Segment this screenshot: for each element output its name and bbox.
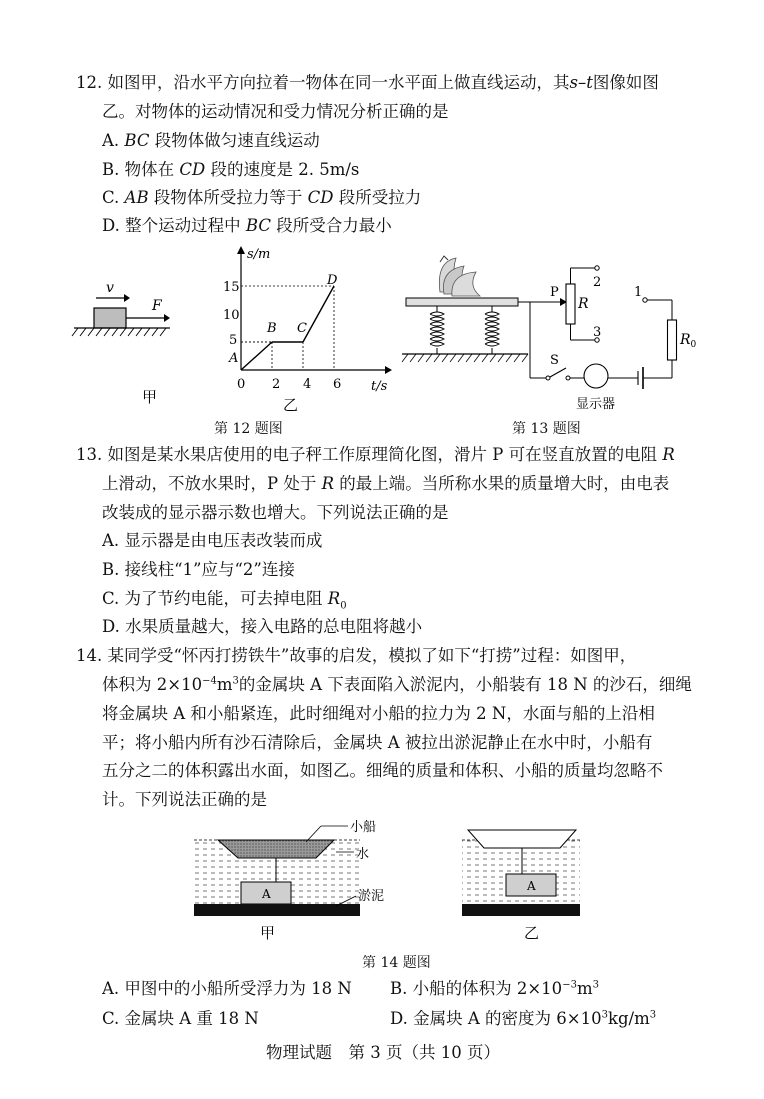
figure-label-yi: 乙 xyxy=(524,924,540,942)
point-label-d: D xyxy=(327,273,338,288)
base-hatch xyxy=(402,354,528,362)
q12-option-d: D. 整个运动过程中 BC 段所受合力最小 xyxy=(102,216,392,235)
x-axis-arrow xyxy=(385,366,392,374)
q14-option-c: C. 金属块 A 重 18 N xyxy=(102,1009,259,1028)
q13-option-a: A. 显示器是由电压表改装而成 xyxy=(102,531,323,550)
figure-label-jia: 甲 xyxy=(142,388,158,406)
block xyxy=(94,308,126,328)
q13-option-b: B. 接线柱“1”应与“2”连接 xyxy=(102,560,295,579)
velocity-label: v xyxy=(106,280,114,296)
terminal-1[interactable] xyxy=(643,298,647,302)
q13-option-d: D. 水果质量越大，接入电路的总电阻将越小 xyxy=(102,617,423,636)
mud-layer xyxy=(462,904,580,916)
q14-option-b: B. 小船的体积为 $2\times 10^{-3}m^3$ xyxy=(390,979,599,998)
y-tick-label: 5 xyxy=(229,333,238,348)
ground-hatch xyxy=(72,328,166,336)
terminal-2-label: 2 xyxy=(593,275,602,290)
banana-icon xyxy=(439,256,480,296)
figure-label-yi: 乙 xyxy=(283,396,299,414)
resistor-r-label: R xyxy=(578,296,589,312)
series-segment xyxy=(303,286,334,342)
q12-option-b: B. 物体在 CD 段的速度是 2. 5m/s xyxy=(102,160,360,179)
figure-label-jia: 甲 xyxy=(260,924,276,942)
terminal-1-label: 1 xyxy=(634,285,643,300)
q13-stem-line3: 改装成的显示器示数也增大。下列说法正确的是 xyxy=(102,503,449,522)
q13-figure xyxy=(400,252,710,414)
q12-option-a: A. BC 段物体做匀速直线运动 xyxy=(102,131,320,150)
slider-p-label: P xyxy=(550,285,559,300)
x-tick-label: 0 xyxy=(237,377,246,392)
resistor-r0-label: $R_0$ xyxy=(680,332,697,350)
x-tick-label: 4 xyxy=(303,377,312,392)
q13-stem-line1: 13. 如图是某水果店使用的电子秤工作原理简化图，滑片 P 可在竖直放置的电阻 R xyxy=(76,445,675,464)
y-axis-label: s/m xyxy=(247,247,271,262)
point-label-a: A xyxy=(229,351,239,366)
q13-caption: 第 13 题图 xyxy=(512,421,581,437)
boat-with-sand xyxy=(218,840,334,858)
page-footer: 物理试题 第 3 页（共 10 页） xyxy=(266,1043,500,1062)
point-label-c: C xyxy=(297,321,307,336)
q14-number: 14. xyxy=(76,646,103,665)
q14-figure-jia xyxy=(186,816,426,944)
q14-stem-line2: 体积为 $2\times 10^{-4}m^3$的金属块 A 下表面陷入淤泥内，小船装有 18 N 的沙石，细绳 xyxy=(102,675,692,694)
block-a-label: A xyxy=(527,879,536,893)
x-tick-label: 6 xyxy=(333,377,342,392)
q14-figure-yi xyxy=(458,826,588,944)
q14-stem-line4: 平；将小船内所有沙石清除后，金属块 A 被拉出淤泥静止在水中时，小船有 xyxy=(102,733,653,752)
resistor-r0 xyxy=(668,320,677,360)
y-tick-label: 10 xyxy=(223,308,240,323)
mud-label: 淤泥 xyxy=(358,889,385,904)
resistor-r xyxy=(566,284,575,324)
switch-s-label: S xyxy=(550,353,559,368)
q12-option-c: C. AB 段物体所受拉力等于 CD 段所受拉力 xyxy=(102,188,422,207)
q14-stem-line5: 五分之二的体积露出水面，如图乙。细绳的质量和体积、小船的质量均忽略不 xyxy=(102,761,663,780)
boat-label: 小船 xyxy=(350,820,377,835)
q12-stem-line2: 乙。对物体的运动情况和受力情况分析正确的是 xyxy=(102,102,449,121)
mud-layer xyxy=(194,904,360,916)
q13-number: 13. xyxy=(76,445,103,464)
q12-st-graph xyxy=(225,244,395,414)
y-tick-label: 15 xyxy=(223,280,240,295)
terminal-2[interactable] xyxy=(595,266,599,270)
water-label: 水 xyxy=(356,847,370,862)
x-axis-label: t/s xyxy=(371,379,388,394)
q13-stem-line2: 上滑动，不放水果时，P 处于 R 的最上端。当所称水果的质量增大时，由电表 xyxy=(102,474,670,493)
y-axis-arrow xyxy=(237,246,245,254)
q12-caption: 第 12 题图 xyxy=(214,421,283,437)
q12-figure-jia xyxy=(70,280,190,410)
display-label: 显示器 xyxy=(576,397,616,412)
q14-stem-line1: 14. 某同学受“怀丙打捞铁牛”故事的启发，模拟了如下“打捞”过程：如图甲， xyxy=(76,646,637,665)
q12-number: 12. xyxy=(76,73,103,92)
q12-stem-line1: 12. 如图甲，沿水平方向拉着一物体在同一水平面上做直线运动，其s–t图像如图 xyxy=(76,73,659,92)
point-label-b: B xyxy=(267,321,277,336)
q14-option-a: A. 甲图中的小船所受浮力为 18 N xyxy=(102,979,352,998)
x-tick-label: 2 xyxy=(272,377,281,392)
q14-option-d: D. 金属块 A 的密度为 $6\times 10^3kg/m^3$ xyxy=(390,1009,657,1028)
q14-stem-line3: 将金属块 A 和小船紧连，此时细绳对小船的拉力为 2 N，水面与船的上沿相 xyxy=(102,704,655,723)
spring-icon xyxy=(430,306,499,354)
terminal-3-label: 3 xyxy=(593,325,602,340)
q14-stem-line6: 计。下列说法正确的是 xyxy=(102,790,267,809)
display-meter xyxy=(584,364,608,388)
q14-caption: 第 14 题图 xyxy=(362,955,431,971)
empty-boat xyxy=(468,830,576,848)
block-a-label: A xyxy=(262,887,271,901)
scale-tray xyxy=(406,298,518,306)
st-graph-data xyxy=(241,286,334,370)
series-segment xyxy=(241,342,272,370)
switch-s[interactable] xyxy=(550,368,566,377)
force-label: F xyxy=(152,298,162,314)
q13-option-c: C. 为了节约电能，可去掉电阻 $R_0$ xyxy=(102,589,347,612)
